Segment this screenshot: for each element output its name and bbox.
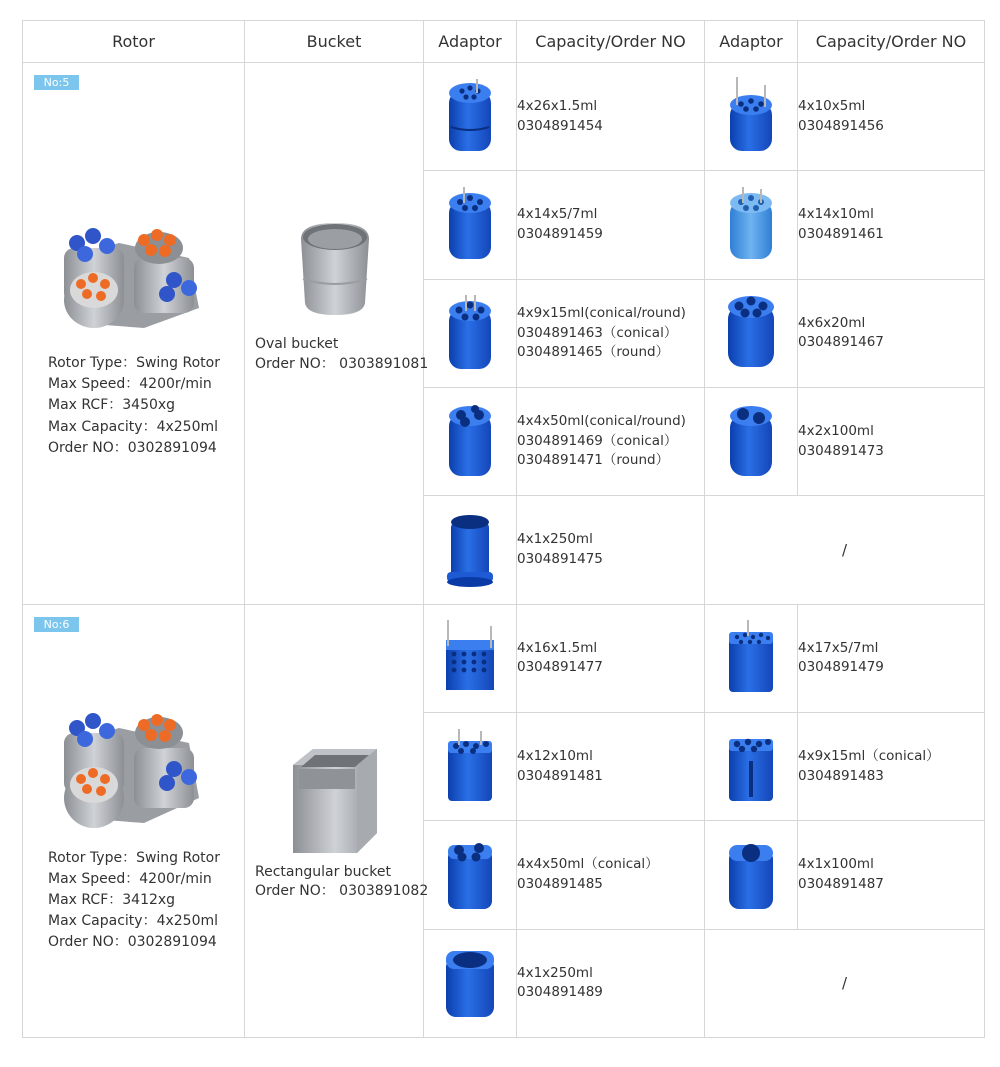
order-number: 0304891454: [517, 117, 603, 134]
rotor-order-no: Order NO：0302891094: [48, 439, 217, 456]
order-number: 0304891489: [517, 984, 603, 1001]
bucket-cell: [245, 604, 429, 1037]
adaptor-image: [424, 604, 517, 712]
swing-rotor-image: [49, 703, 209, 842]
bucket-name: Oval bucket: [255, 336, 339, 352]
capacity-spec: 4x26x1.5ml: [517, 98, 598, 115]
order-number: 0304891456: [798, 117, 884, 134]
bucket-info: [255, 863, 428, 902]
capacity-cell: [798, 821, 985, 929]
order-number: 0304891463（conical）: [517, 324, 678, 341]
max-rcf: Max RCF：3412xg: [48, 892, 176, 909]
capacity-spec: 4x17x5/7ml: [798, 639, 879, 656]
rotor-cell: [23, 63, 245, 605]
rotor-order-no: Order NO：0302891094: [48, 934, 217, 951]
capacity-spec: 4x1x100ml: [798, 856, 874, 873]
capacity-cell: [798, 604, 985, 712]
rotor-specs: [48, 353, 220, 459]
adaptor-image: [424, 63, 517, 171]
capacity-cell: [517, 171, 705, 279]
capacity-spec: 4x14x5/7ml: [517, 206, 598, 223]
order-number: 0304891487: [798, 875, 884, 892]
capacity-spec: 4x4x50ml（conical）: [517, 856, 659, 873]
adaptor-image: [705, 604, 798, 712]
adaptor-image: [705, 279, 798, 387]
adaptor-image: [705, 712, 798, 820]
adaptor-image: [424, 387, 517, 495]
capacity-cell: [798, 171, 985, 279]
bucket-name: Rectangular bucket: [255, 863, 391, 880]
order-number: 0304891475: [517, 550, 603, 567]
swing-rotor-image: [49, 218, 209, 342]
capacity-cell: [517, 929, 705, 1037]
capacity-cell: [517, 604, 705, 712]
order-number: 0304891473: [798, 442, 884, 459]
capacity-spec: 4x9x15ml（conical）: [798, 748, 940, 765]
rotor-type: Rotor Type：Swing Rotor: [48, 355, 220, 371]
capacity-spec: 4x10x5ml: [798, 98, 866, 115]
adaptor-image: [424, 279, 517, 387]
rectangular-bucket-image: [285, 743, 385, 862]
header-rotor: Rotor: [23, 21, 245, 63]
capacity-cell: [517, 821, 705, 929]
capacity-cell: [798, 387, 985, 495]
oval-bucket-image: [295, 219, 375, 323]
max-capacity: Max Capacity：4x250ml: [48, 913, 219, 930]
order-number: 0304891483: [798, 767, 884, 784]
adaptor-image: [424, 496, 517, 604]
rotor-spec-table: [22, 20, 985, 1038]
max-rcf: Max RCF：3450xg: [48, 397, 176, 414]
order-number: 0304891471（round）: [517, 452, 670, 469]
capacity-cell: [798, 63, 985, 171]
bucket-order-no: Order NO： 0303891082: [255, 883, 429, 900]
capacity-cell: [517, 387, 705, 495]
header-adaptor-left: Adaptor: [424, 21, 517, 63]
adaptor-image: [705, 63, 798, 171]
bucket-cell: [245, 63, 429, 605]
capacity-spec: 4x9x15ml(conical/round): [517, 305, 686, 322]
order-number: 0304891467: [798, 334, 884, 351]
adaptor-image: [705, 387, 798, 495]
rotor-specs: [48, 848, 220, 954]
capacity-cell: [798, 712, 985, 820]
order-number: 0304891465（round）: [517, 344, 670, 361]
bucket-info: [255, 335, 428, 374]
header-bucket: Bucket: [245, 21, 424, 63]
empty-slot: /: [705, 496, 985, 604]
order-number: 0304891485: [517, 875, 603, 892]
order-number: 0304891469（conical）: [517, 432, 678, 449]
order-number: 0304891459: [517, 225, 603, 242]
capacity-spec: 4x12x10ml: [517, 748, 593, 765]
header-adaptor-right: Adaptor: [705, 21, 798, 63]
adaptor-image: [424, 929, 517, 1037]
header-capacity-right: Capacity/Order NO: [798, 21, 985, 63]
capacity-spec: 4x1x250ml: [517, 531, 593, 548]
rotor-type: Rotor Type：Swing Rotor: [48, 849, 220, 866]
capacity-spec: 4x1x250ml: [517, 964, 593, 981]
capacity-spec: 4x16x1.5ml: [517, 639, 598, 656]
capacity-spec: 4x4x50ml(conical/round): [517, 413, 686, 430]
order-number: 0304891481: [517, 767, 603, 784]
capacity-spec: 4x14x10ml: [798, 206, 874, 223]
empty-slot: /: [705, 929, 985, 1037]
rotor-number-badge: No:5: [34, 75, 79, 90]
adaptor-image: [705, 821, 798, 929]
capacity-cell: [517, 279, 705, 387]
adaptor-image: [424, 821, 517, 929]
max-speed: Max Speed：4200r/min: [48, 870, 212, 887]
rotor-number-badge: No:6: [34, 617, 79, 632]
max-speed: Max Speed：4200r/min: [48, 376, 212, 393]
header-row: [23, 21, 985, 63]
capacity-cell: [517, 496, 705, 604]
header-capacity-left: Capacity/Order NO: [517, 21, 705, 63]
table-row: [23, 63, 985, 171]
adaptor-image: [705, 171, 798, 279]
capacity-cell: [517, 712, 705, 820]
adaptor-image: [424, 712, 517, 820]
max-capacity: Max Capacity：4x250ml: [48, 418, 219, 435]
order-number: 0304891479: [798, 659, 884, 676]
capacity-spec: 4x6x20ml: [798, 314, 866, 331]
capacity-spec: 4x2x100ml: [798, 423, 874, 440]
order-number: 0304891477: [517, 659, 603, 676]
order-number: 0304891461: [798, 225, 884, 242]
rotor-cell: [23, 604, 245, 1037]
capacity-cell: [798, 279, 985, 387]
adaptor-image: [424, 171, 517, 279]
capacity-cell: [517, 63, 705, 171]
bucket-order-no: Order NO： 0303891081: [255, 355, 429, 372]
table-row: [23, 604, 985, 712]
